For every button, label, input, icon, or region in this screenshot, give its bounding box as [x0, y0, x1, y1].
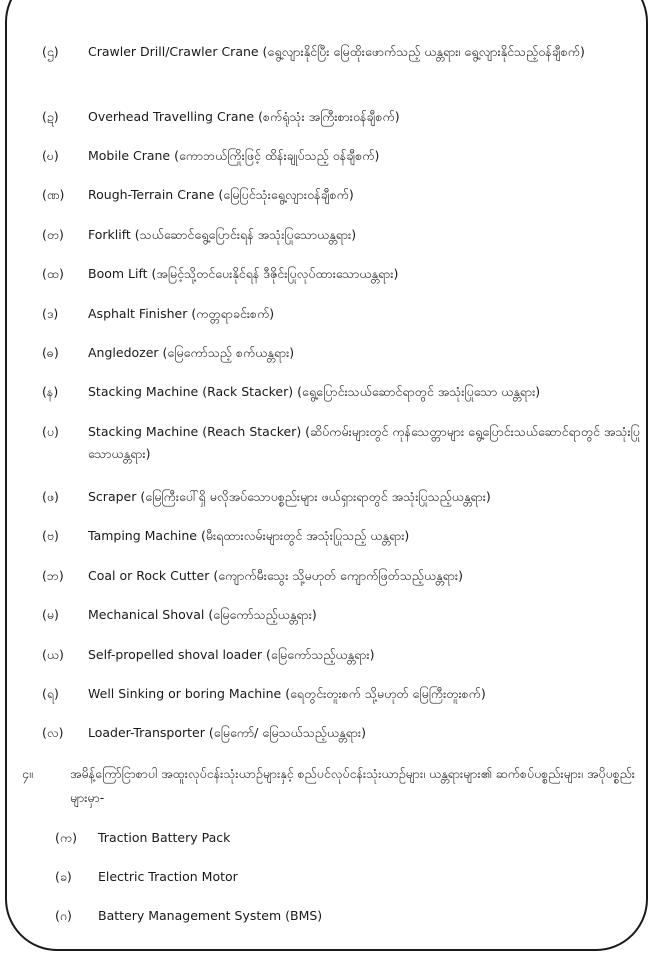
- list-item-text: Rough-Terrain Crane (မြေပြင်သုံးရွေ့လျားဝန်ချီစက်): [88, 187, 354, 202]
- list-item-text: Self-propelled shoval loader (မြေကော်သည့်ယန္တရား): [88, 647, 375, 662]
- list-item-marker: (ဖ): [42, 489, 59, 504]
- list-item-text: Stacking Machine (Reach Stacker) (ဆိပ်ကမ်းများတွင် ကုန်သေတ္တာများ ရွေ့ပြောင်းသယ်ဆောင်ရာတွင် အသုံးပြုသောယန္တရား): [88, 424, 640, 461]
- list-item-marker: (ဍ): [42, 109, 59, 124]
- list-item-text: Crawler Drill/Crawler Crane (ရွေ့လျားနိုင်ပြီး မြေထိုးဖောက်သည့် ယန္တရား၊ ရွေ့လျားနိုင်သည့်ဝန်ချီစက်): [88, 44, 585, 59]
- sub-list-item-marker: (က): [55, 830, 77, 845]
- list-item-marker: (ဘ): [42, 568, 64, 583]
- sub-list-item-text: Electric Traction Motor: [98, 869, 238, 884]
- list-item-marker: (န): [42, 384, 59, 399]
- list-item-text: Asphalt Finisher (ကတ္တရာခင်းစက်): [88, 306, 275, 321]
- sub-list-item-text: Traction Battery Pack: [98, 830, 231, 845]
- list-item-text: Mechanical Shoval (မြေကော်သည့်ယန္တရား): [88, 607, 317, 622]
- list-item-marker: (ဒ): [42, 306, 59, 321]
- list-item-marker: (ဏ): [42, 187, 65, 202]
- sub-list-item-text: Battery Management System (BMS): [98, 908, 323, 923]
- list-item-text: Boom Lift (အမြင့်သို့တင်ပေးနိုင်ရန် ဒီဇိုင်းပြုလုပ်ထားသောယန္တရား): [88, 266, 399, 281]
- list-item-marker: (ရ): [42, 686, 59, 701]
- list-item-text: Coal or Rock Cutter (ကျောက်မီးသွေး သို့မဟုတ် ကျောက်ဖြတ်သည့်ယန္တရား): [88, 568, 463, 583]
- list-item-text: Tamping Machine (မီးရထားလမ်းများတွင် အသုံးပြုသည့် ယန္တရား): [88, 528, 410, 543]
- list-item-marker: (ဌ): [42, 44, 59, 59]
- list-item-text: Mobile Crane (ကောဘယ်ကြိုးဖြင့် ထိန်းချုပ်သည့် ဝန်ချီစက်): [88, 148, 380, 163]
- list-item-marker: (မ): [42, 607, 59, 622]
- list-item-text: Overhead Travelling Crane (စက်ရုံသုံး အကြီးစားဝန်ချီစက်): [88, 109, 400, 124]
- list-item-text: Scraper (မြေကြီးပေါ်ရှိ မလိုအပ်သောပစ္စည်းများ ဖယ်ရှားရာတွင် အသုံးပြုသည့်ယန္တရား): [88, 489, 491, 504]
- list-item-marker: (လ): [42, 725, 64, 740]
- sub-list-item-marker: (ခ): [55, 869, 72, 884]
- list-item-marker: (ဓ): [42, 345, 59, 360]
- list-item-marker: (ဗ): [42, 528, 59, 543]
- list-item-marker: (ယ): [42, 647, 64, 662]
- section-text: အမိန့်ကြော်ငြာစာပါ အထူးလုပ်ငန်းသုံးယာဉ်များနှင့် စည်ပင်လုပ်ငန်းသုံးယာဉ်များ၊ ယန္တရားများ၏ ဆက်စပ်ပစ္စည်းများ၊ အပိုပစ္စည်းများမှာ-: [70, 766, 635, 805]
- list-item-text: Angledozer (မြေကော်သည့် စက်ယန္တရား): [88, 345, 295, 360]
- list-item-marker: (ပ): [42, 424, 59, 439]
- list-item-marker: (ထ): [42, 266, 64, 281]
- list-item-text: Forklift (သယ်ဆောင်ရွေ့ပြောင်းရန် အသုံးပြုသောယန္တရား): [88, 227, 357, 242]
- list-item-text: Stacking Machine (Rack Stacker) (ရွေ့ပြောင်းသယ်ဆောင်ရာတွင် အသုံးပြုသော ယန္တရား): [88, 384, 541, 399]
- sub-list-item-marker: (ဂ): [55, 908, 72, 923]
- list-item-text: Loader-Transporter (မြေကော်/ မြေသယ်သည့်ယန္တရား): [88, 725, 366, 740]
- list-item-marker: (တ): [42, 227, 64, 242]
- section-number: ၄။: [22, 766, 33, 781]
- list-item-text: Well Sinking or boring Machine (ရေတွင်းတူးစက် သို့မဟုတ် မြေကြီးတူးစက်): [88, 686, 486, 701]
- list-item-marker: (ဎ): [42, 148, 59, 163]
